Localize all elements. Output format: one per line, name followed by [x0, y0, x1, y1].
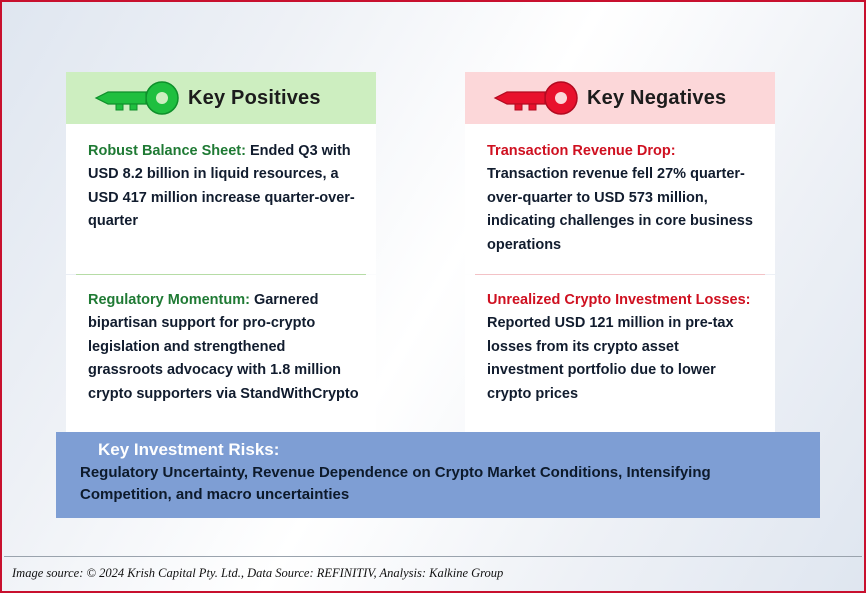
risks-title: Key Investment Risks: — [98, 440, 280, 459]
negative-item-text-2 — [487, 289, 759, 406]
key-icon-green — [74, 81, 186, 115]
key-negatives-item-2 — [465, 275, 775, 433]
negative-item-lead-1: Transaction Revenue Drop: — [487, 143, 676, 159]
key-positives-title: Key Positives — [188, 86, 321, 109]
key-positives-item-1 — [66, 124, 376, 274]
key-icon-red — [473, 81, 585, 115]
positive-item-body-2: Garnered bipartisan support for pro-crypto legislation and strengthened grassroots advocacy with 1.8 million crypto supporters via StandWithCrypto — [88, 292, 359, 402]
negative-item-body-1: Transaction revenue fell 27% quarter-over-quarter to USD 573 million, indicating challenges in core business operations — [487, 166, 753, 253]
positive-item-lead-1: Robust Balance Sheet: — [88, 143, 246, 159]
risks-body: Regulatory Uncertainty, Revenue Dependence on Crypto Market Conditions, Intensifying Competition, and macro uncertainties — [80, 464, 711, 503]
positive-item-text-1 — [88, 140, 360, 234]
negative-item-body-2: Reported USD 121 million in pre-tax losses from its crypto asset investment portfolio due to lower crypto prices — [487, 315, 734, 402]
positive-item-text-2 — [88, 289, 360, 406]
slide-canvas — [10, 10, 856, 547]
positive-item-body-1: Ended Q3 with USD 8.2 billion in liquid resources, a USD 417 million increase quarter-over-quarter — [88, 143, 355, 230]
key-positives-item-2 — [66, 275, 376, 433]
key-negatives-header — [465, 72, 775, 124]
key-positives-column — [66, 72, 376, 433]
positive-item-lead-2: Regulatory Momentum: — [88, 292, 250, 308]
key-investment-risks-banner — [56, 432, 820, 518]
footer-divider — [4, 556, 862, 557]
key-negatives-item-1 — [465, 124, 775, 274]
negative-item-text-1 — [487, 140, 759, 257]
key-negatives-column — [465, 72, 775, 433]
negative-item-lead-2: Unrealized Crypto Investment Losses: — [487, 292, 751, 308]
key-positives-header — [66, 72, 376, 124]
key-negatives-title: Key Negatives — [587, 86, 727, 109]
footer-source-note: Image source: © 2024 Krish Capital Pty. Ltd., Data Source: REFINITIV, Analysis: Kalkine Group — [12, 566, 504, 580]
